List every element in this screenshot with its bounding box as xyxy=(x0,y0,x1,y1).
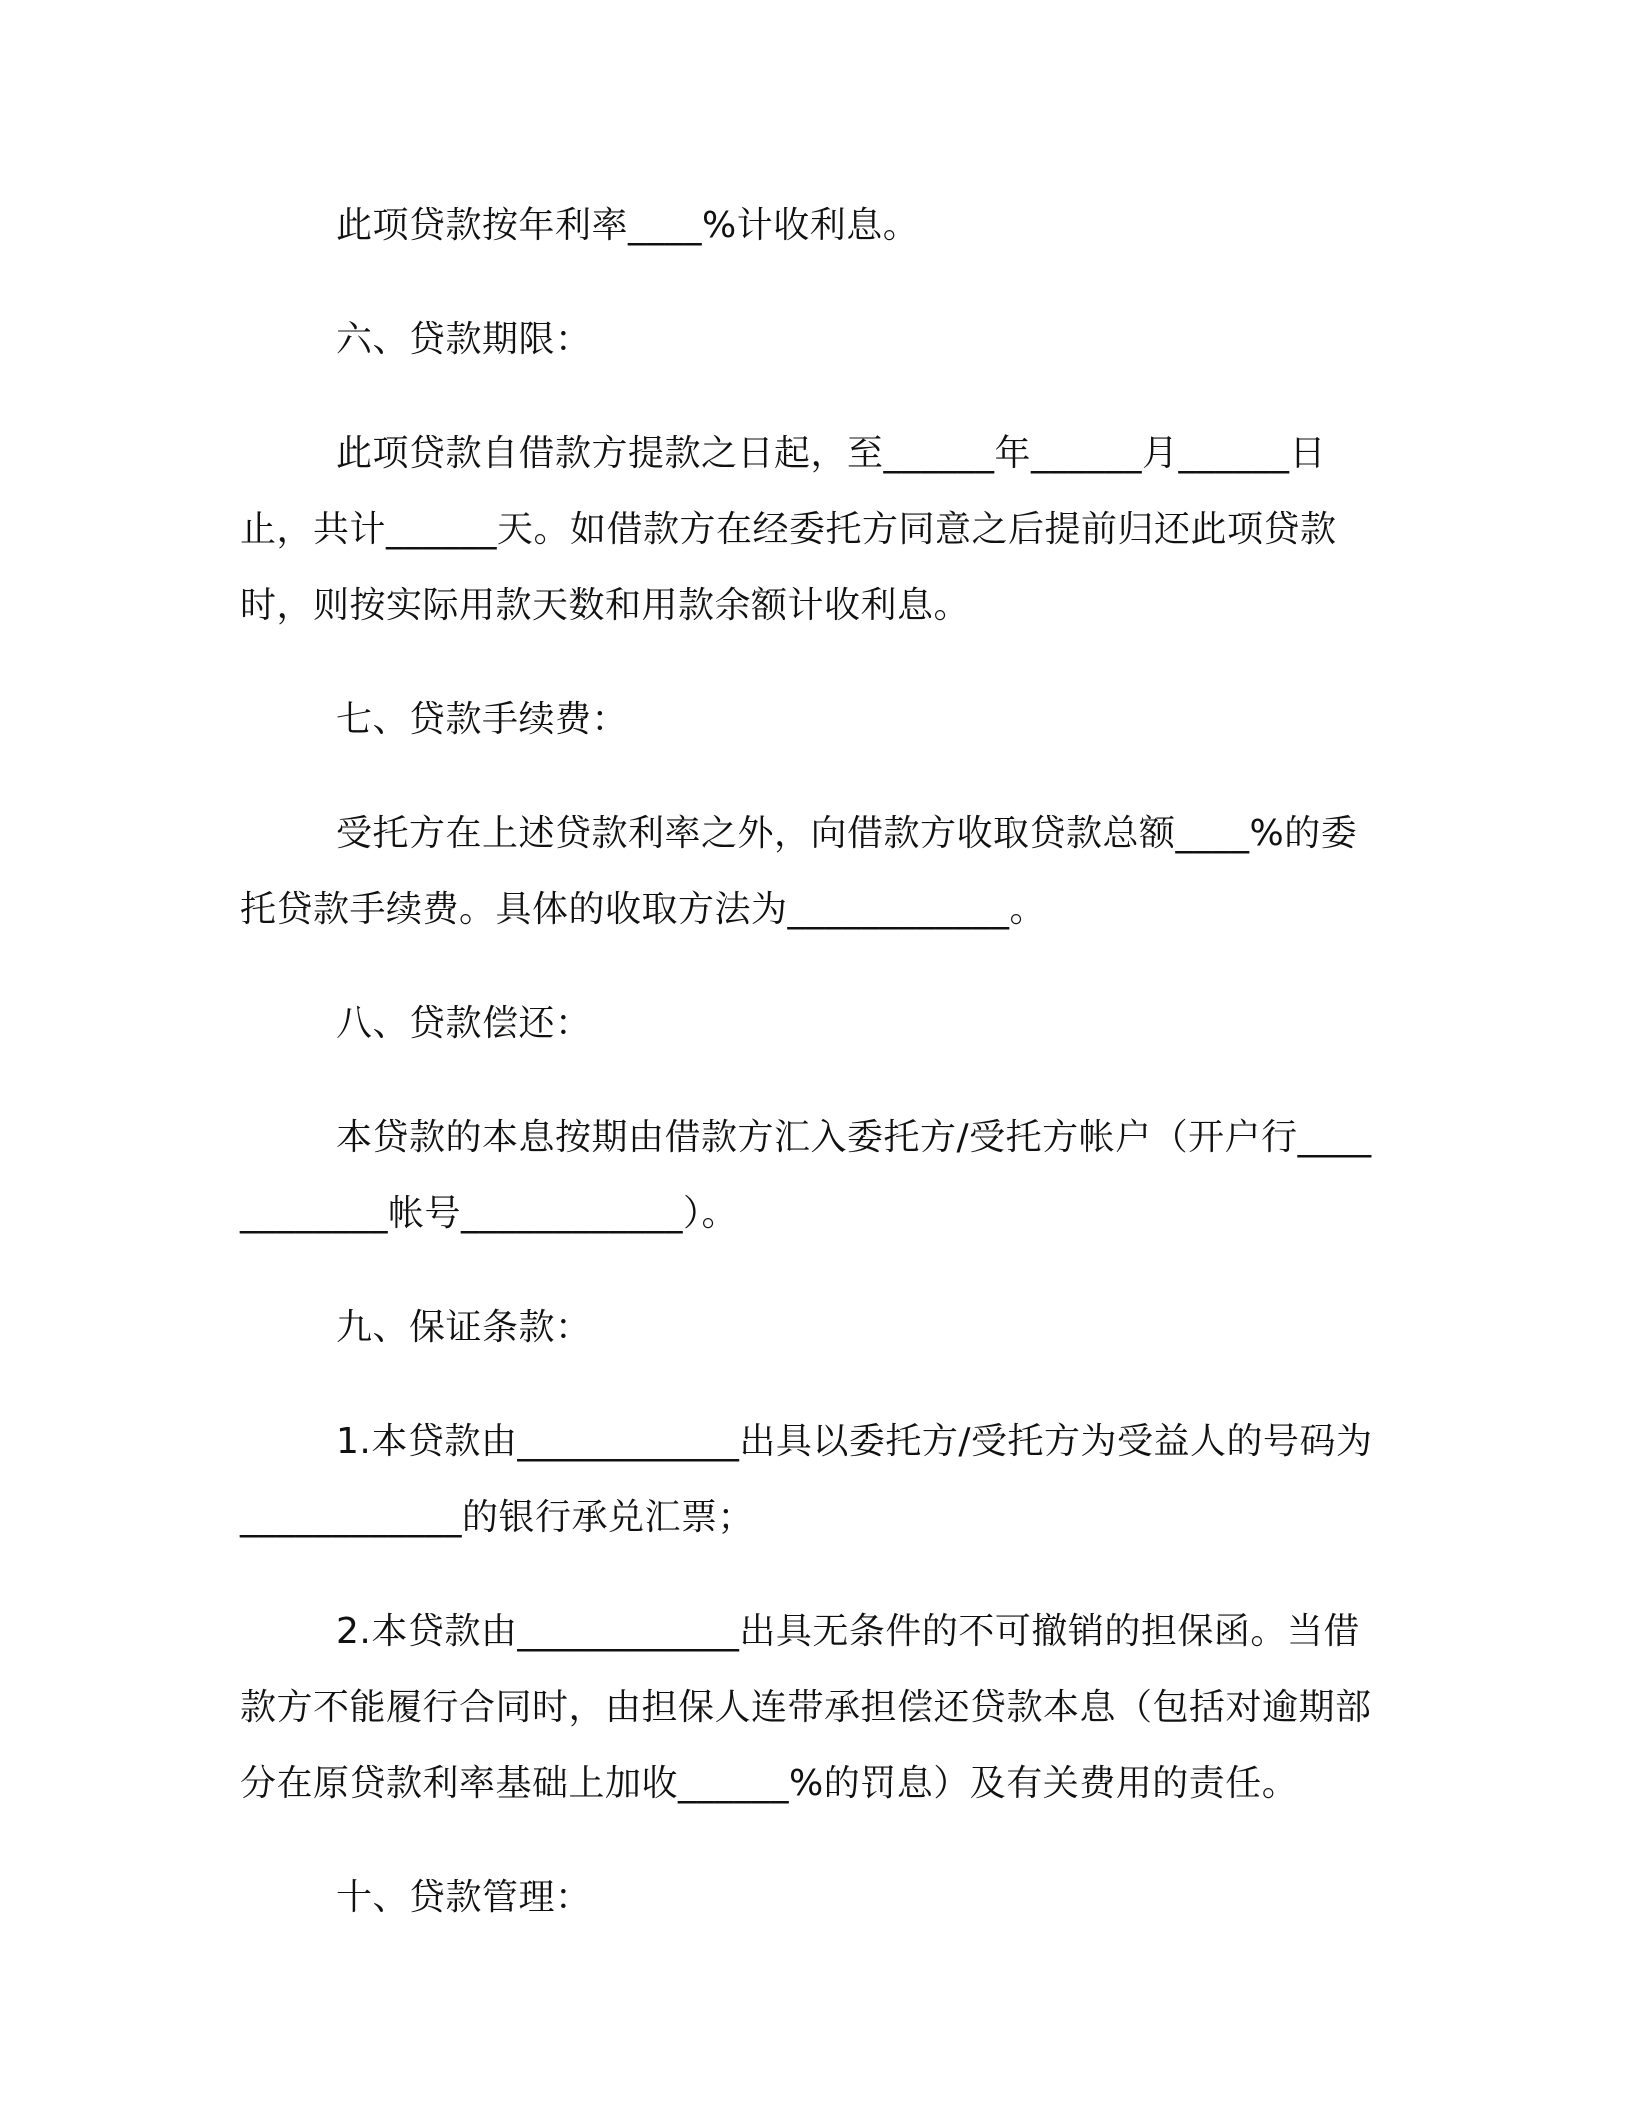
section-heading-guarantee-terms: 九、保证条款： xyxy=(336,1307,592,1348)
interest-rate-paragraph: 此项贷款按年利率____%计收利息。 xyxy=(336,205,920,246)
document-body xyxy=(240,188,1390,1974)
loan-term-paragraph: 此项贷款自借款方提款之日起，至______年______月______日止，共计______天。如借款方在经委托方同意之后提前归还此项贷款时，则按实际用款天数和用款余额计收利息。 xyxy=(240,433,1337,626)
guarantee-clause-2: 2.本贷款由____________出具无条件的不可撤销的担保函。当借款方不能履行合同时，由担保人连带承担偿还贷款本息（包括对逾期部分在原贷款利率基础上加收______%的罚息）及有关费用的责任。 xyxy=(240,1611,1372,1804)
guarantee-clause-1: 1.本贷款由____________出具以委托方/受托方为受益人的号码为____________的银行承兑汇票； xyxy=(240,1421,1373,1538)
section-heading-loan-fee: 七、贷款手续费： xyxy=(336,699,629,740)
loan-repayment-paragraph: 本贷款的本息按期由借款方汇入委托方/受托方帐户（开户行____________帐号____________）。 xyxy=(240,1117,1372,1234)
section-heading-loan-term: 六、贷款期限： xyxy=(336,319,592,360)
section-heading-loan-management: 十、贷款管理： xyxy=(336,1877,592,1918)
section-heading-loan-repayment: 八、贷款偿还： xyxy=(336,1003,592,1044)
loan-fee-paragraph: 受托方在上述贷款利率之外，向借款方收取贷款总额____%的委托贷款手续费。具体的收取方法为____________。 xyxy=(240,813,1358,930)
